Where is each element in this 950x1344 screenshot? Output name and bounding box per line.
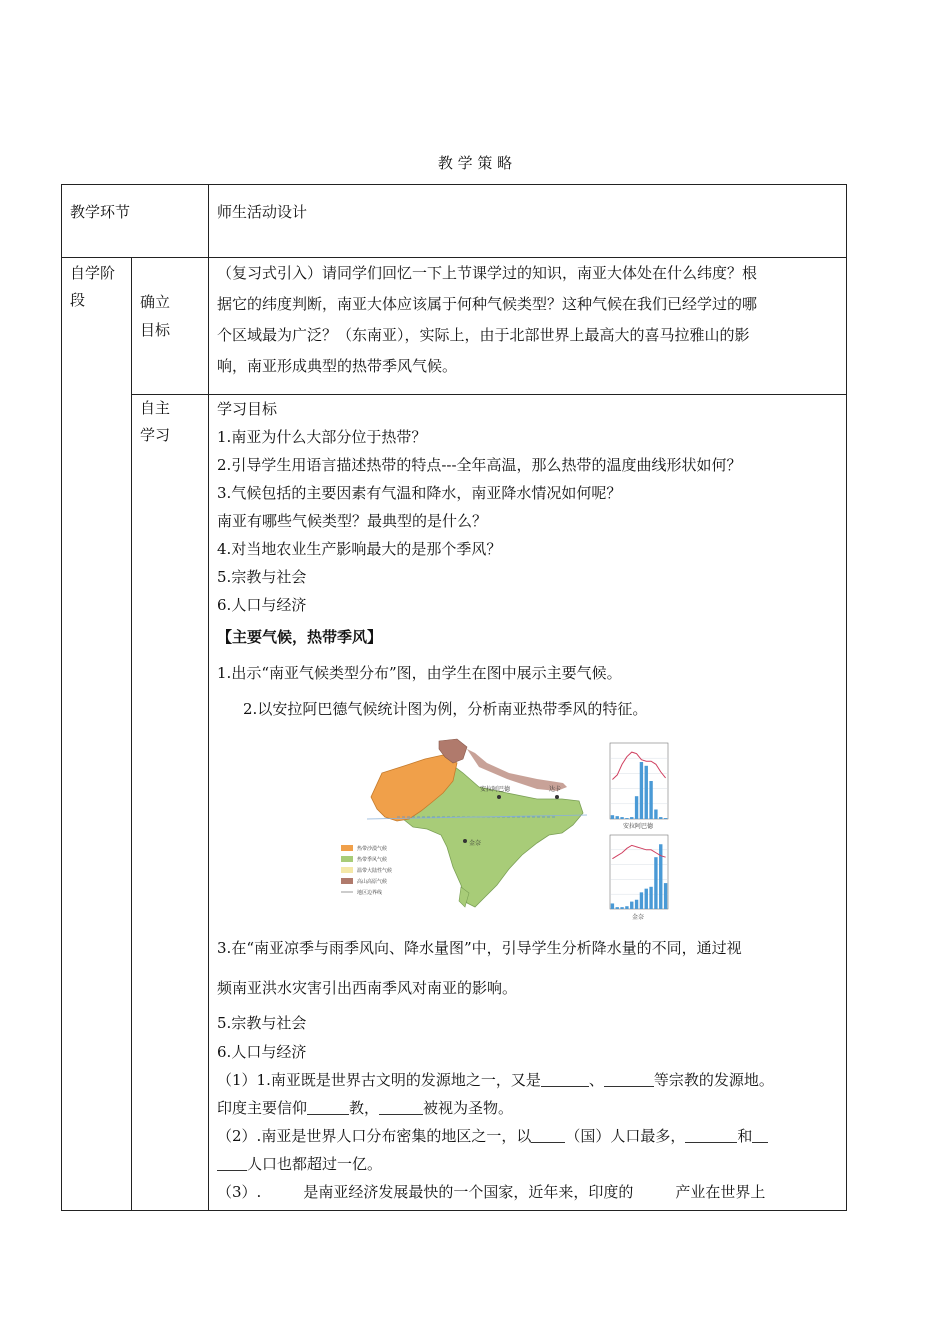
chart-caption: 安拉阿巴德 — [623, 823, 654, 830]
question-text: （1）1.南亚既是世界古文明的发源地之一，又是 — [217, 1071, 541, 1089]
answer-blank[interactable] — [531, 1128, 565, 1143]
intro-line: 响，南亚形成典型的热带季风气候。 — [217, 357, 458, 375]
precipitation-bar — [625, 906, 628, 909]
table-row — [62, 258, 847, 395]
question-text: 等宗教的发源地。 — [653, 1071, 774, 1089]
section-title: 【主要气候，热带季风】 — [217, 628, 383, 646]
sub-stage-cell — [132, 395, 209, 1211]
question-line — [217, 1150, 838, 1178]
stage-cell — [62, 258, 132, 1211]
question-text: 是南亚经济发展最快的一个国家，近年来，印度的 — [303, 1183, 634, 1201]
intro-line: （复习式引入）请同学们回忆一下上节课学过的知识，南亚大体处在什么纬度？根 — [217, 264, 758, 282]
precipitation-bar — [640, 762, 643, 819]
map-label-allahabad: 安拉阿巴德 — [480, 786, 511, 793]
precipitation-bar — [625, 818, 628, 819]
question-text: 人口也都超过一亿。 — [247, 1155, 383, 1173]
intro-line: 个区域最为广泛？（东南亚），实际上，由于北部世界上最高大的喜马拉雅山的影 — [217, 326, 750, 344]
sub-stage-label: 自主学习 — [140, 399, 171, 444]
question-text: 被视为圣物。 — [423, 1099, 514, 1117]
goal-item: 5.宗教与社会 — [217, 568, 307, 586]
list-item: 6.人口与经济 — [217, 1043, 307, 1061]
precipitation-bar — [620, 907, 623, 909]
climate-chart-allahabad — [610, 743, 668, 819]
legend-label: 地区边界线 — [357, 890, 383, 896]
intro-cell — [209, 258, 847, 395]
legend-label: 温带大陆性气候 — [357, 868, 393, 874]
content-cell — [209, 395, 847, 1211]
legend-swatch — [341, 845, 353, 851]
question-line — [217, 1066, 838, 1094]
sub-stage-cell — [132, 258, 209, 395]
south-asia-map — [367, 739, 587, 907]
goal-item: 1.南亚为什么大部分位于热带？ — [217, 428, 427, 446]
precipitation-bar — [640, 892, 643, 909]
climate-chart-chennai — [610, 835, 668, 909]
intro-line: 据它的纬度判断，南亚大体应该属于何种气候类型？这种气候在我们已经学过的哪 — [217, 295, 758, 313]
question-line — [217, 1178, 838, 1206]
question-text: 产业在世界上 — [675, 1183, 766, 1201]
question-line — [217, 1122, 838, 1150]
climate-map-and-charts — [217, 737, 837, 922]
question-text: 、 — [588, 1071, 604, 1089]
sub-stage-label: 确立目标 — [140, 293, 171, 339]
precipitation-bar — [649, 781, 652, 819]
precipitation-bar — [659, 844, 662, 909]
stage-label: 自学阶段 — [70, 264, 116, 309]
precipitation-bar — [635, 900, 638, 909]
precipitation-bar — [635, 796, 638, 819]
step-item: 频南亚洪水灾害引出西南季风对南亚的影响。 — [217, 979, 518, 997]
precipitation-bar — [620, 817, 623, 819]
question-text: （国）人口最多， — [565, 1127, 686, 1145]
question-text: 印度主要信仰 — [217, 1099, 308, 1117]
question-line — [217, 1094, 838, 1122]
header-cell-activity: 师生活动设计 — [209, 185, 847, 258]
step-item: 1.出示“南亚气候类型分布”图，由学生在图中展示主要气候。 — [217, 664, 622, 682]
precipitation-bar — [611, 903, 614, 909]
precipitation-bar — [649, 887, 652, 909]
map-label-dhaka: 达卡 — [549, 786, 562, 793]
precipitation-bar — [659, 817, 662, 819]
precipitation-bar — [616, 907, 619, 909]
map-label-chennai: 金奈 — [469, 840, 482, 847]
strategy-table — [61, 184, 847, 1211]
table-row — [62, 395, 847, 1211]
precipitation-bar — [664, 883, 667, 909]
precipitation-bar — [654, 857, 657, 909]
question-text: （2）.南亚是世界人口分布密集的地区之一，以 — [217, 1127, 532, 1145]
precipitation-bar — [630, 817, 633, 819]
question-text: （3）. — [217, 1183, 262, 1201]
answer-blank[interactable] — [541, 1072, 589, 1087]
legend-label: 热带沙漠气候 — [357, 846, 388, 852]
question-text: 教， — [349, 1099, 380, 1117]
chart-caption: 金奈 — [632, 914, 645, 921]
goal-item: 6.人口与经济 — [217, 596, 307, 614]
legend-swatch — [341, 878, 353, 884]
answer-blank[interactable] — [604, 1072, 654, 1087]
climate-figure — [217, 737, 838, 922]
precipitation-bar — [630, 902, 633, 909]
header-row — [62, 185, 847, 258]
answer-blank[interactable] — [217, 1156, 247, 1171]
legend-label: 高山高原气候 — [357, 879, 388, 885]
precipitation-bar — [654, 810, 657, 820]
legend-label: 热带季风气候 — [357, 857, 388, 863]
question-text: 和 — [737, 1127, 753, 1145]
precipitation-bar — [616, 816, 619, 819]
step-item: 2.以安拉阿巴德气候统计图为例，分析南亚热带季风的特征。 — [243, 700, 648, 718]
goal-item: 3.气候包括的主要因素有气温和降水，南亚降水情况如何呢？ — [217, 484, 622, 502]
legend-swatch — [341, 867, 353, 873]
precipitation-bar — [664, 818, 667, 819]
list-item: 5.宗教与社会 — [217, 1014, 307, 1032]
answer-blank[interactable] — [685, 1128, 737, 1143]
answer-blank[interactable] — [307, 1100, 349, 1115]
map-legend — [341, 845, 392, 896]
chart-frame — [610, 743, 668, 819]
page-title: 教 学 策 略 — [437, 154, 513, 172]
header-cell-stage: 教学环节 — [62, 185, 209, 258]
precipitation-bar — [645, 889, 648, 909]
answer-blank[interactable] — [379, 1100, 423, 1115]
precipitation-bar — [611, 815, 614, 819]
goals-heading: 学习目标 — [217, 400, 278, 418]
goal-item: 南亚有哪些气候类型？最典型的是什么？ — [217, 512, 488, 530]
goal-item: 2.引导学生用语言描述热带的特点---全年高温，那么热带的温度曲线形状如何？ — [217, 456, 742, 474]
legend-swatch — [341, 856, 353, 862]
goal-item: 4.对当地农业生产影响最大的是那个季风？ — [217, 540, 502, 558]
precipitation-bar — [645, 766, 648, 819]
step-item: 3.在“南亚凉季与雨季风向、降水量图”中，引导学生分析降水量的不同，通过视 — [217, 939, 742, 957]
answer-blank[interactable] — [752, 1128, 768, 1143]
